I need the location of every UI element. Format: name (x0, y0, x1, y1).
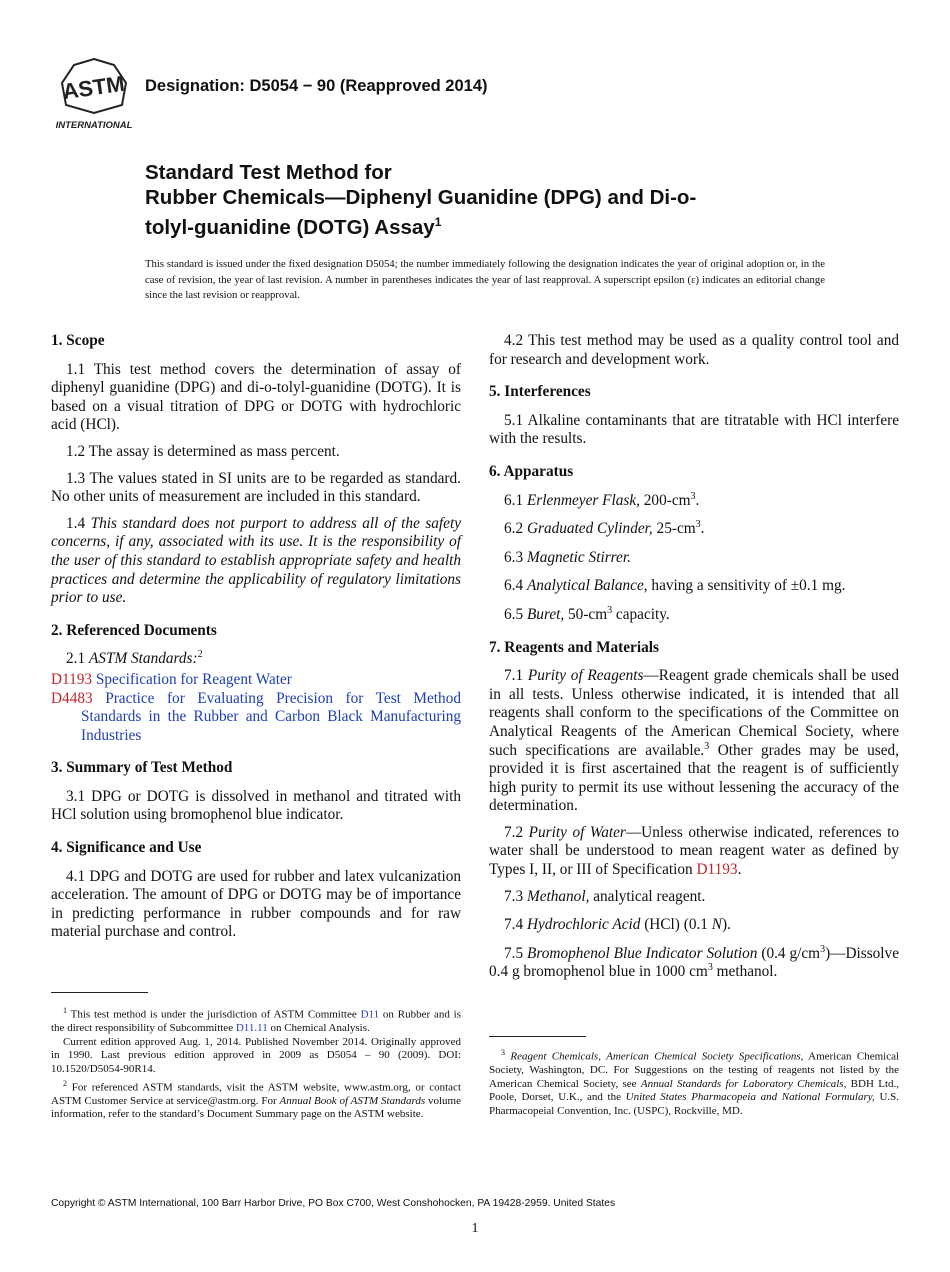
copyright: Copyright © ASTM International, 100 Barr Harbor Drive, PO Box C700, West Conshohocken, PA 19428-2959. United States (51, 1198, 616, 1209)
link-d11[interactable]: D11 (360, 1008, 380, 1021)
astm-logo (52, 55, 136, 133)
footnote-2: $^2$ For referenced ASTM standards, visit the ASTM website, www.astm.org, or contact ASTM Customer Service at service@astm.org. For Annual Book of ASTM Standards volume information, refer to the standard’s Document Summary page on the ASTM website. (51, 1078, 461, 1121)
para-7-2: 7.2 Purity of Water—Unless otherwise indicated, references to water shall be understood to mean reagent water as defined by Types I, II, or III of Specification D1193. (489, 823, 900, 879)
para-1-1: 1.1 This test method covers the determination of assay of diphenyl guanidine (DPG) and di-o-tolyl-guanidine (DOTG). It is based on a visual titration of DPG or DOTG with hydrochloric acid (HCl). (51, 360, 461, 434)
summary-heading: 3. Summary of Test Method (51, 759, 233, 777)
para-5-1: 5.1 Alkaline contaminants that are titratable with HCl interfere with the results. (489, 411, 899, 448)
title-line-1: Standard Test Method for (145, 161, 392, 184)
para-3-1: 3.1 DPG or DOTG is dissolved in methanol and titrated with HCl solution using bromophenol blue indicator. (51, 787, 461, 824)
title-line-3: tolyl-guanidine (DOTG) Assay$^1$ (145, 215, 442, 239)
para-1-3: 1.3 The values stated in SI units are to be regarded as standard. No other units of measurement are included in this standard. (51, 469, 461, 506)
para-7-4: 7.4 Hydrochloric Acid (HCl) (0.1 N). (504, 916, 731, 934)
para-1-4: 1.4 This standard does not purport to address all of the safety concerns, if any, associated with its use. It is the responsibility of the user of this standard to establish appropriate safety and health practices and determine the applicability of regulatory limitations prior to use. (51, 514, 462, 607)
page-title (145, 160, 845, 240)
title-line-2: Rubber Chemicals—Diphenyl Guanidine (DPG) and Di-o- (145, 186, 697, 209)
link-d11-11[interactable]: D11.11 (235, 1022, 268, 1035)
footnote-rule-left (51, 992, 148, 993)
title-footnote-mark[interactable]: 1 (434, 215, 442, 229)
apparatus-heading: 6. Apparatus (489, 462, 574, 480)
footnotes-right (489, 1046, 899, 1119)
apparatus-item: 6.4 Analytical Balance, having a sensitivity of ±0.1 mg. (504, 577, 846, 595)
ref-d1193[interactable]: D1193 Specification for Reagent Water (51, 670, 292, 688)
svg-text:ASTM: ASTM (60, 70, 127, 105)
reagents-heading: 7. Reagents and Materials (489, 638, 659, 656)
para-1-2: 1.2 The assay is determined as mass percent. (66, 442, 340, 460)
footnote-3: $^3$ Reagent Chemicals, American Chemical Society Specifications, American Chemical Society, Washington, DC. For Suggestions on the testing of reagents not listed by the American Chemical Society, see Annual Standards for Laboratory Chemicals, BDH Ltd., Poole, Dorset, U.K., and the United States Pharmacopeia and National Formulary, U.S. Pharmacopeial Convention, Inc. (USPC), Rockville, MD. (489, 1048, 900, 1118)
referenced-heading: 2. Referenced Documents (51, 621, 217, 639)
scope-heading: 1. Scope (51, 332, 105, 349)
para-7-1: 7.1 Purity of Reagents—Reagent grade chemicals shall be used in all tests. Unless otherwise indicated, it is intended that all reagents shall conform to the specifications of the Committee on Analytical Reagents of the American Chemical Society, where such specifications are available.$^3$ Other grades may be used, provided it is first ascertained that the reagent is of sufficiently high purity to permit its use without lessening the accuracy of the determination. (489, 667, 899, 815)
left-column (51, 332, 461, 950)
right-column (489, 332, 899, 990)
designation: Designation: D5054 − 90 (Reapproved 2014) (145, 77, 488, 95)
interferences-heading: 5. Interferences (489, 383, 591, 401)
footnotes-left (51, 1004, 461, 1122)
apparatus-item: 6.3 Magnetic Stirrer. (504, 548, 631, 566)
footnote-1: $^1$ This test method is under the jurisdiction of ASTM Committee D11 on Rubber and is the direct responsibility of Subcommittee D11.11 on Chemical Analysis. (51, 1006, 461, 1035)
para-4-1: 4.1 DPG and DOTG are used for rubber and latex vulcanization acceleration. The amount of DPG or DOTG may be of importance in predicting performance in rubber compounds and for raw material purchase and control. (51, 867, 461, 941)
apparatus-item: 6.5 Buret, $50-cm^3$ capacity. (504, 604, 670, 623)
link-d1193[interactable]: D1193 (696, 861, 738, 879)
para-7-3: 7.3 Methanol, analytical reagent. (504, 887, 706, 905)
footnote-1-edition: Current edition approved Aug. 1, 2014. Published November 2014. Originally approved in 1990. Last previous edition approved in 2009 as D5054 – 90 (2009). DOI: 10.1520/D5054-90R14. (51, 1035, 461, 1076)
apparatus-item: 6.1 Erlenmeyer Flask, $200-cm^3$. (504, 490, 700, 509)
ref-d4483[interactable]: D4483 Practice for Evaluating Precision for Test Method Standards in the Rubber and Carbon Black Manufacturing Industries (51, 689, 462, 744)
apparatus-item: 6.2 Graduated Cylinder, $25-cm^3$. (504, 519, 705, 538)
issued-note: This standard is issued under the fixed designation D5054; the number immediately following the designation indicates the year of original adoption or, in the case of revision, the year of last revision. A number in parentheses indicates the year of last reapproval. A superscript epsilon (ε) indicates an editorial change since the last revision or reapproval. (145, 258, 825, 301)
para-2-1: 2.1 ASTM Standards:$^2$ (66, 649, 203, 668)
para-4-2: 4.2 This test method may be used as a quality control tool and for research and development work. (489, 332, 899, 368)
para-7-5: 7.5 Bromophenol Blue Indicator Solution (0.4 $g/cm^3)—Dissolve$ 0.4 g bromophenol blue in 1000 $cm^3$ methanol. (489, 943, 899, 981)
significance-heading: 4. Significance and Use (51, 839, 202, 857)
footnote-rule-right (489, 1036, 586, 1037)
page-number: 1 (471, 1221, 479, 1236)
svg-text:INTERNATIONAL: INTERNATIONAL (55, 120, 133, 131)
